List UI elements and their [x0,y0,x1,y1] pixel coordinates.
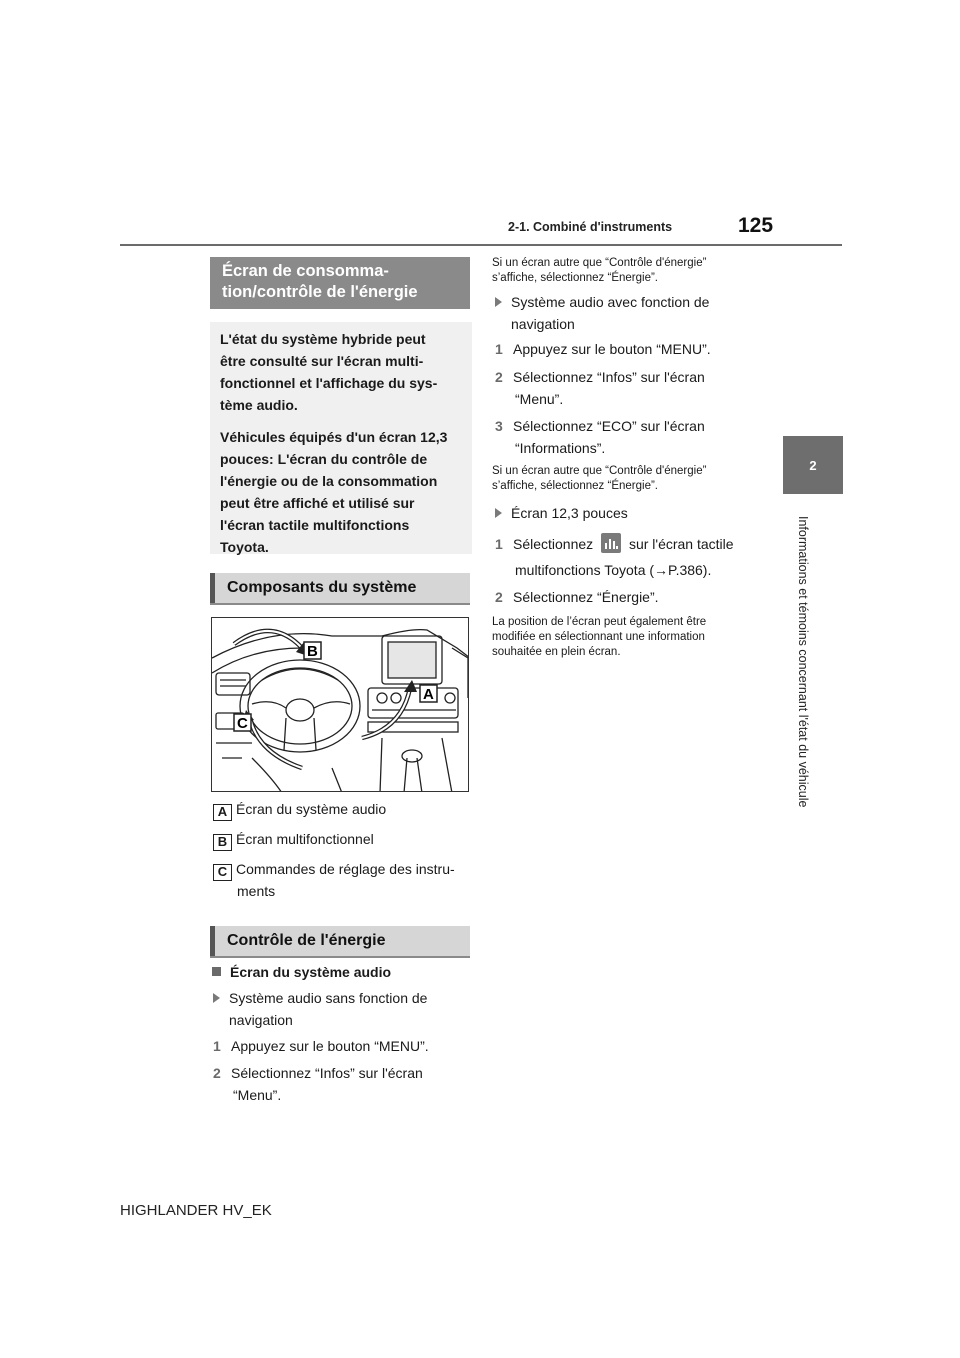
step-1-right: 1 Appuyez sur le bouton “MENU”. [495,341,711,357]
header-divider [120,244,842,246]
legend-item-c-continued: ments [237,883,276,899]
step-3-right: 3 Sélectionnez “ECO” sur l'écran [495,418,705,434]
step-1-touchscreen-cont: multifonctions Toyota (→P.386). [515,562,712,578]
step-2-right: 2 Sélectionnez “Infos” sur l'écran [495,369,705,385]
title-underline [210,956,470,958]
step-2-touchscreen: 2 Sélectionnez “Énergie”. [495,589,659,605]
triangle-bullet-icon [495,297,502,307]
section-title-components: Composants du système [210,573,470,603]
bullet-with-navigation: Système audio avec fonction de [495,291,709,313]
figure-label-a: A [423,686,434,703]
figure-label-c: C [237,715,248,732]
section-title-energy-screen: Écran de consomma- tion/contrôle de l'énergie [210,257,470,309]
chapter-tab-number: 2 [809,457,817,473]
subheading-audio-screen: Écran du système audio [212,961,391,983]
bullet-no-navigation: Système audio sans fonction de [213,987,427,1009]
note-energy-2: Si un écran autre que “Contrôle d'énergie” s’affiche, sélectionnez “Énergie”. [492,465,707,492]
legend-item-c: C Commandes de réglage des instru- [213,858,455,881]
legend-item-b: B Écran multifonctionnel [213,828,374,851]
triangle-bullet-icon [213,993,220,1003]
note-energy-1: Si un écran autre que “Contrôle d'énergie” s’affiche, sélectionnez “Énergie”. [492,257,707,284]
energy-bars-icon [601,533,621,553]
note-screen-position: La position de l’écran peut également être modifiée en sélectionnant une information souhaitée en plein écran. [492,616,707,658]
bullet-12-inch: Écran 12,3 pouces [495,502,628,524]
step-1-touchscreen: 1 Sélectionnez sur l'écran tactile [495,533,734,555]
intro-paragraph-1: L'état du système hybride peut être consulté sur l'écran multi- fonctionnel et l'affichage du sys- tème audio. [220,331,438,413]
figure-label-b: B [307,643,318,660]
chapter-tab-label: Informations et témoins concernant l'état du véhicule [796,516,810,808]
legend-item-a: A Écran du système audio [213,798,386,821]
square-bullet-icon [212,967,221,976]
section-header: 2-1. Combiné d'instruments [508,220,673,234]
step-2-left: 2 Sélectionnez “Infos” sur l'écran [213,1065,423,1081]
dashboard-illustration [211,617,469,792]
footer-model: HIGHLANDER HV_EK [120,1202,272,1219]
step-2-left-cont: “Menu”. [233,1087,282,1103]
intro-box [210,322,472,554]
intro-paragraph-2: Véhicules équipés d'un écran 12,3 pouces: L'écran du contrôle de l'énergie ou de la consommation peut être affiché et utilisé sur l'écran tactile multifonctions Toyota. [220,429,448,555]
step-1-left: 1 Appuyez sur le bouton “MENU”. [213,1038,429,1054]
page-number: 125 [738,214,774,237]
bullet-with-navigation-cont: navigation [511,316,575,332]
bullet-no-navigation-cont: navigation [229,1012,293,1028]
section-title-energy-monitor: Contrôle de l'énergie [210,926,470,956]
step-2-right-cont: “Menu”. [515,391,564,407]
triangle-bullet-icon [495,508,502,518]
title-underline [210,603,470,605]
step-3-right-cont: “Informations”. [515,440,606,456]
dashboard-drawing [212,618,469,792]
